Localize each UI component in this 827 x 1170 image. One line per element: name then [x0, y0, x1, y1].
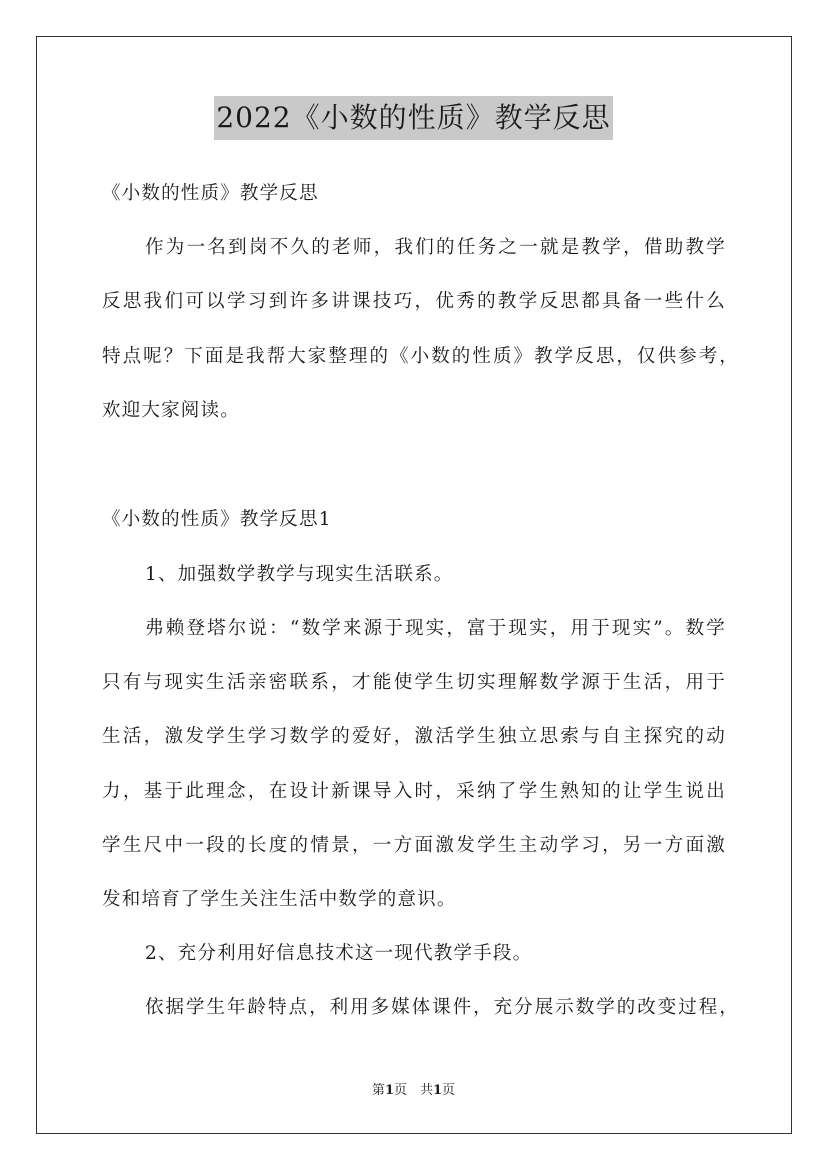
paragraph-line: 作为一名到岗不久的老师，我们的任务之一就是教学，借助教学 — [145, 237, 726, 258]
document-title-block — [0, 96, 827, 140]
page-prefix: 第 — [371, 1083, 385, 1098]
paragraph-line: 反思我们可以学习到许多讲课技巧，优秀的教学反思都具备一些什么 — [102, 291, 726, 312]
paragraph-line: 欢迎大家阅读。 — [102, 400, 240, 421]
paragraph-line: 弗赖登塔尔说：“数学来源于现实，富于现实，用于现实”。数学 — [145, 618, 726, 639]
list-item-heading: 1、加强数学教学与现实生活联系。 — [145, 564, 454, 585]
paragraph-line: 只有与现实生活亲密联系，才能使学生切实理解数学源于生活，用于 — [102, 672, 726, 693]
paragraph-line: 学生尺中一段的长度的情景，一方面激发学生主动学习，另一方面激 — [102, 835, 726, 856]
paragraph-line: 依据学生年龄特点，利用多媒体课件，充分展示数学的改变过程， — [145, 997, 739, 1018]
paragraph-line: 生活，激发学生学习数学的爱好，激活学生独立思索与自主探究的动 — [102, 726, 726, 747]
paragraph-line: 发和培育了学生关注生活中数学的意识。 — [102, 889, 457, 910]
page-suffix: 页 — [442, 1083, 456, 1098]
list-item-heading: 2、充分利用好信息技术这一现代教学手段。 — [145, 943, 533, 964]
page-mid: 页 共 — [393, 1083, 433, 1098]
page-number: 1 — [384, 1083, 394, 1098]
document-title: 2022《小数的性质》教学反思 — [214, 96, 612, 140]
section-heading: 《小数的性质》教学反思 — [102, 183, 319, 204]
paragraph-line: 力，基于此理念，在设计新课导入时，采纳了学生熟知的让学生说出 — [102, 781, 726, 802]
section-heading: 《小数的性质》教学反思1 — [102, 509, 332, 530]
paragraph-line: 特点呢？下面是我帮大家整理的《小数的性质》教学反思，仅供参考， — [102, 346, 739, 367]
page-total: 1 — [433, 1083, 443, 1098]
page-footer — [0, 1082, 827, 1100]
